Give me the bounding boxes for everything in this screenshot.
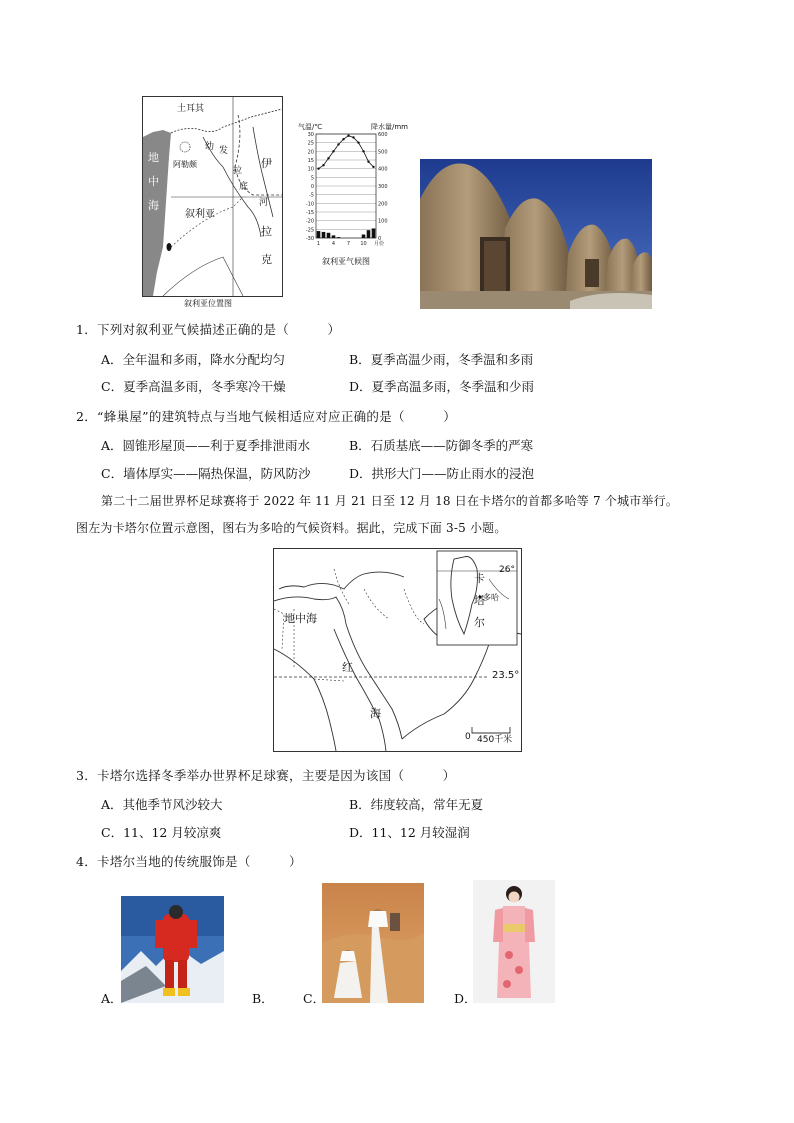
beehive-houses-photo [420,159,652,309]
q4-image-a [121,896,224,1003]
temperature-point [337,143,339,145]
q4-image-c [322,883,424,1003]
y-tick-label: 20 [307,149,314,156]
q4-stem: 4．卡塔尔当地的传统服饰是（ ） [76,854,302,869]
q4-option-b[interactable]: B． [252,991,274,1006]
temperature-point [347,135,349,137]
qatar-location-map [273,548,522,752]
temperature-point [362,150,364,152]
scale-value: 450千米 [477,735,513,745]
temperature-point [322,164,324,166]
y2-tick-label: 300 [378,184,388,190]
q3-option-b[interactable]: B．纬度较高，常年无夏 [349,797,484,812]
label-mediterranean: 地中海 [284,612,317,625]
q3-option-a[interactable]: A．其他季节风沙较大 [101,797,223,812]
lake-marker [167,243,172,251]
syria-climate-chart [296,122,411,268]
q1-option-a[interactable]: A．全年温和多雨，降水分配均匀 [101,352,286,367]
red-sea-west-coast [334,629,386,751]
label-euphrates-4: 底 [239,182,249,192]
arabia-south-coast [402,644,489,739]
label-syria: 叙利亚 [185,209,215,220]
label-med-3: 海 [148,199,159,212]
label-iraq-3: 克 [261,253,272,266]
temperature-point [372,166,374,168]
scale-zero: 0 [465,732,471,742]
label-euphrates-5: 河 [259,198,269,208]
precip-bar [332,235,336,238]
label-med-1: 地 [148,151,159,164]
q3-option-d[interactable]: D．11、12 月较湿润 [349,825,470,840]
temperature-point [327,157,329,159]
y-tick-label: 30 [307,132,314,138]
x-tick-label: 10 [360,241,367,247]
intro-line-1: 第二十二届世界杯足球赛将于 2022 年 11 月 21 日至 12 月 18 日在卡塔尔的首都多哈等 7 个城市举行。 [101,494,679,508]
label-euphrates-1: 幼 [205,142,215,152]
label-euphrates-2: 发 [219,146,229,156]
y-tick-label: 5 [310,175,314,182]
label-red-1: 红 [342,661,353,674]
q3-option-c[interactable]: C．11、12 月较凉爽 [101,825,222,840]
precip-bar [322,232,326,238]
y2-tick-label: 100 [378,218,388,225]
temp-axis-label: 气温/℃ [298,123,323,131]
y-tick-label: -5 [309,192,314,199]
label-tropic: 23.5° [492,670,520,681]
y-tick-label: -25 [305,227,314,234]
q4-option-d[interactable]: D． [454,991,477,1006]
q4-image-d [473,880,555,1003]
mountaineer-image [121,896,224,1003]
africa-coast [274,649,336,751]
label-doha: 多哈 [483,593,499,602]
x-tick-label: 7 [346,241,351,247]
q1-option-b[interactable]: B．夏季高温少雨，冬季温和多雨 [349,352,534,367]
label-med-2: 中 [148,175,159,188]
label-aleppo: 阿勒颇 [173,160,197,169]
label-qatar-1: 卡 [474,572,485,585]
q3-stem: 3．卡塔尔选择冬季举办世界杯足球赛，主要是因为该国（ ） [76,768,456,783]
y2-tick-label: 200 [378,201,388,208]
y-tick-label: -30 [305,236,314,242]
climate-chart-caption: 叙利亚气候图 [322,257,370,266]
label-iraq-1: 伊 [261,157,272,170]
intro-line-2: 图左为卡塔尔位置示意图，图右为多哈的气候资料。据此，完成下面 3-5 小题。 [76,521,507,535]
q2-option-d[interactable]: D．拱形大门——防止雨水的浸泡 [349,466,535,481]
label-red-2: 海 [370,707,381,720]
precip-bar [337,237,341,238]
temperature-point [367,161,369,163]
label-qatar-3: 尔 [474,616,485,629]
q2-option-b[interactable]: B．石质基底——防御冬季的严寒 [349,438,534,453]
y-tick-label: -15 [305,210,314,216]
y-tick-label: -10 [305,201,314,208]
y-tick-label: 0 [310,184,314,190]
precip-bar [362,235,366,238]
arab-dress-image [322,883,424,1003]
x-axis-label: 月份 [374,241,385,247]
q1-stem: 1．下列对叙利亚气候描述正确的是（ ） [76,322,341,337]
beehive-houses-image [420,159,652,309]
climate-plot [296,130,411,254]
precip-bar [372,228,376,238]
temperature-point [332,150,334,152]
euphrates-river [203,137,261,237]
y-tick-label: 25 [307,140,314,147]
label-euphrates-3: 拉 [233,166,243,176]
x-tick-label: 1 [316,241,321,247]
temperature-line [319,136,374,169]
x-tick-label: 4 [331,241,336,247]
aleppo-marker [180,142,190,152]
y2-tick-label: 0 [378,236,382,242]
temperature-point [357,141,359,143]
precip-bar [317,231,321,238]
red-sea-east-coast [346,624,402,739]
q1-option-c[interactable]: C．夏季高温多雨，冬季寒冷干燥 [101,379,286,394]
q1-option-d[interactable]: D．夏季高温多雨，冬季温和少雨 [349,379,535,394]
turkey-coast [279,572,404,589]
label-iraq-2: 拉 [261,225,272,238]
precip-bar [367,230,371,238]
temperature-point [352,136,354,138]
temperature-point [342,138,344,140]
y-tick-label: -20 [305,218,314,225]
precip-axis-label: 降水量/mm [371,123,408,131]
borders [334,569,424,624]
q4-option-a[interactable]: A． [101,991,123,1006]
q2-option-c[interactable]: C．墙体厚实——隔热保温，防风防沙 [101,466,311,481]
y-tick-label: 10 [307,166,314,173]
temperature-point [317,167,319,169]
q4-option-c[interactable]: C． [303,991,326,1006]
kimono-image [473,880,555,1003]
y-tick-label: 15 [307,158,314,164]
label-turkey: 土耳其 [177,104,205,114]
label-qatar-2: 塔 [474,594,485,607]
q2-stem: 2．“蜂巢屋”的建筑特点与当地气候相适应对应正确的是（ ） [76,409,457,424]
q2-option-a[interactable]: A．圆锥形屋顶——利于夏季排泄雨水 [101,438,311,453]
label-26: 26° [499,565,515,575]
south-border [163,257,243,296]
syria-location-map [142,96,283,297]
precip-bar [327,233,331,238]
y2-tick-label: 500 [378,149,388,156]
y2-tick-label: 600 [378,132,388,138]
y2-tick-label: 400 [378,166,388,173]
syria-map-caption: 叙利亚位置图 [184,299,232,308]
